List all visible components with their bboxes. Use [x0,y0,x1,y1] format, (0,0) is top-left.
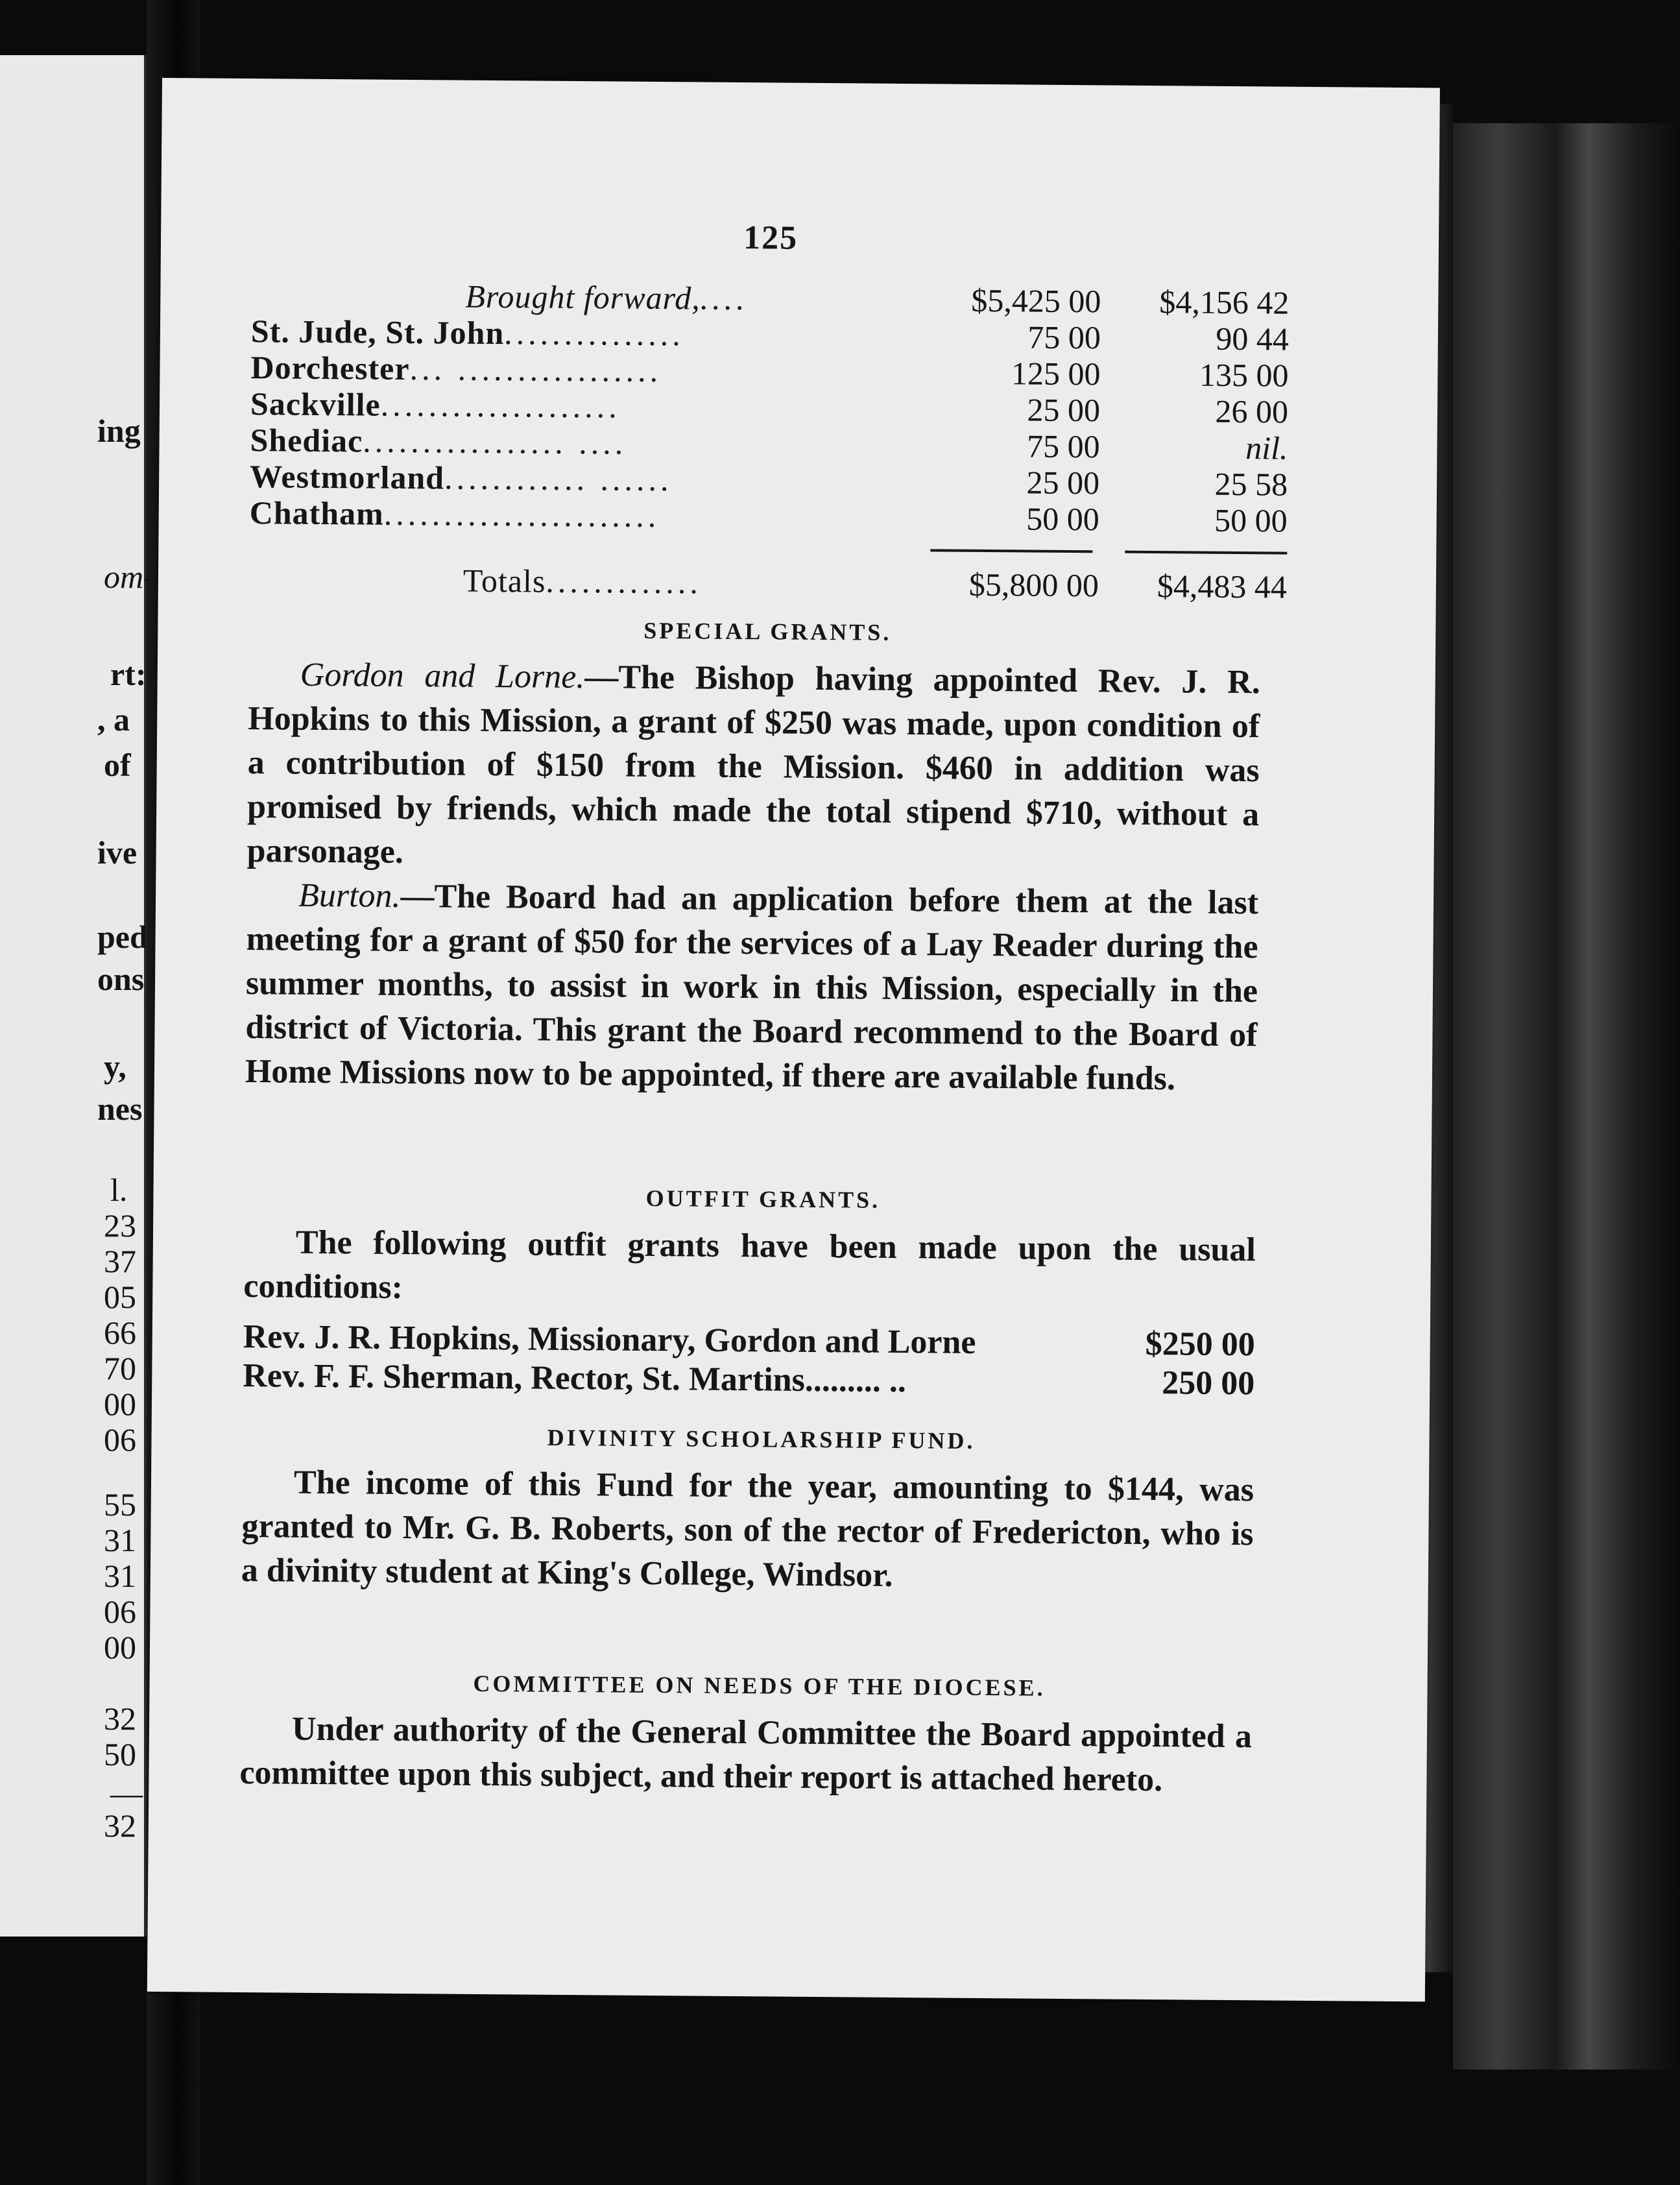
ledger-name: Sackville [250,385,381,423]
paragraph-divinity-fund [241,1460,1254,1600]
leader-dots: ............ ...... [444,459,673,498]
left-fragment: ing [97,413,141,449]
left-fragment: 06 [104,1593,136,1630]
left-fragment: rt: [110,656,147,692]
ledger-row-totals [249,561,1287,605]
section-heading-outfit-grants: OUTFIT GRANTS. [645,1185,881,1213]
paragraph-body: The following outfit grants have been made upon the usual conditions: [243,1224,1256,1306]
ledger-col2: 50 00 [1214,501,1288,539]
left-page-fragment [0,55,154,1937]
ledger-col1: 75 00 [1027,319,1101,356]
grant-amount: $250 00 [1145,1325,1255,1364]
left-fragment: 00 [104,1386,136,1422]
left-fragment: ped [97,919,148,955]
ledger-name: Chatham [249,494,384,532]
paragraph-body: —The Bishop having appointed Rev. J. R. Hopkins to this Mission, a grant of $250 was made, upon condition of a contribution of $150 from the Mission. $460 in addition was promised by friends, which made the total stipend $710, without a parsonage. [246,658,1260,871]
ledger-col2: 90 44 [1216,320,1290,357]
page-number: 125 [743,219,798,257]
paragraph-outfit-intro [243,1220,1256,1316]
paragraph-body: Under authority of the General Committee the Board appointed a committee upon this subject, and their report is attached hereto. [239,1710,1253,1799]
page-content [239,215,1290,1799]
ledger-name: St. Jude, St. John [250,313,505,352]
paragraph-lead: Gordon and Lorne. [300,656,585,696]
sum-rule [1125,551,1287,555]
left-fragment: 32 [104,1807,136,1844]
ledger-col2: $4,483 44 [1157,568,1288,605]
ledger-name: Westmorland [249,458,445,496]
leader-dots: ............... [504,315,684,353]
left-fragment: 55 [104,1486,136,1523]
ledger-table [249,276,1290,605]
ledger-col1: $5,425 00 [971,282,1101,320]
ledger-col1: 75 00 [1026,428,1100,465]
left-fragment: 31 [104,1522,136,1558]
left-fragment: ons [97,961,145,997]
ledger-col2: 25 58 [1214,465,1288,503]
left-fragment: 66 [104,1314,136,1351]
grant-name: Rev. J. R. Hopkins, Missionary, Gordon and Lorne [243,1318,976,1361]
left-fragment: 31 [104,1558,136,1594]
grant-amount: 250 00 [1162,1364,1255,1403]
left-fragment: 70 [104,1350,136,1386]
ledger-col1: 25 00 [1026,464,1100,501]
ledger-col1: 50 00 [1026,500,1099,538]
ledger-col1: 125 00 [1011,355,1101,392]
left-fragment: 06 [104,1421,136,1458]
ledger-label: Brought forward, [465,278,701,317]
paragraph-body: The income of this Fund for the year, amounting to $144, was granted to Mr. G. B. Roberts, son of the rector of Fredericton, who is a divinity student at King's College, Windsor. [241,1464,1254,1594]
indent [248,685,300,686]
book-binding [1453,123,1680,2070]
main-page [147,78,1440,2001]
section-heading-divinity-fund: DIVINITY SCHOLARSHIP FUND. [547,1424,976,1454]
left-fragment: l. [110,1172,128,1208]
paragraph-burton [245,873,1259,1102]
ledger-col2: 26 00 [1215,392,1289,430]
leader-dots: ....................... [383,495,660,535]
paragraph-body: —The Board had an application before them at the last meeting for a grant of $50 for the services of a Lay Reader during the summer months, to assist in work in this Mission, especially in the district of Victoria. This grant the Board recommend to the Board of Home Missions now to be appointed, if there are available funds. [245,877,1259,1098]
leader-dots: ... ................. [409,350,662,389]
ledger-label: Totals [462,562,546,599]
ledger-name: Shediac [250,422,363,459]
paragraph-gordon-and-lorne [246,653,1260,881]
ledger-name: Dorchester [250,349,410,387]
left-fragment: 23 [104,1207,136,1244]
ledger-col2: $4,156 42 [1159,284,1290,321]
ledger-col2: 135 00 [1199,356,1289,394]
outfit-grant-row [243,1357,1254,1403]
left-fragment: 32 [104,1700,136,1737]
ledger-row [250,494,1288,539]
left-fragment: — [110,1775,143,1811]
left-fragment: ive [97,834,138,871]
left-fragment: nes [97,1091,143,1127]
leader-dots: .................... [380,386,621,425]
sum-rule [930,549,1092,553]
paragraph-committee [239,1707,1252,1803]
leader-dots: ............. [546,562,702,601]
section-heading-committee: COMMITTEE ON NEEDS OF THE DIOCESE. [473,1670,1046,1701]
left-fragment: of [104,747,131,783]
section-heading-special-grants: SPECIAL GRANTS. [643,617,892,646]
paragraph-lead: Burton. [298,876,401,915]
leader-dots: ................. .... [363,422,627,461]
ledger-col1: 25 00 [1027,391,1101,429]
left-fragment: 05 [104,1279,136,1315]
left-fragment: 37 [104,1243,136,1279]
leader-dots: .... [700,280,749,317]
grant-name: Rev. F. F. Sherman, Rector, St. Martins......... .. [243,1357,907,1400]
left-fragment: , a [97,701,130,738]
ledger-col1: $5,800 00 [968,566,1099,604]
indent [240,1739,292,1740]
left-fragment: y, [104,1048,126,1085]
ledger-col2: nil. [1245,429,1288,466]
left-fragment: om- [104,559,154,595]
left-fragment: 00 [104,1629,136,1665]
left-fragment: 50 [104,1736,136,1772]
